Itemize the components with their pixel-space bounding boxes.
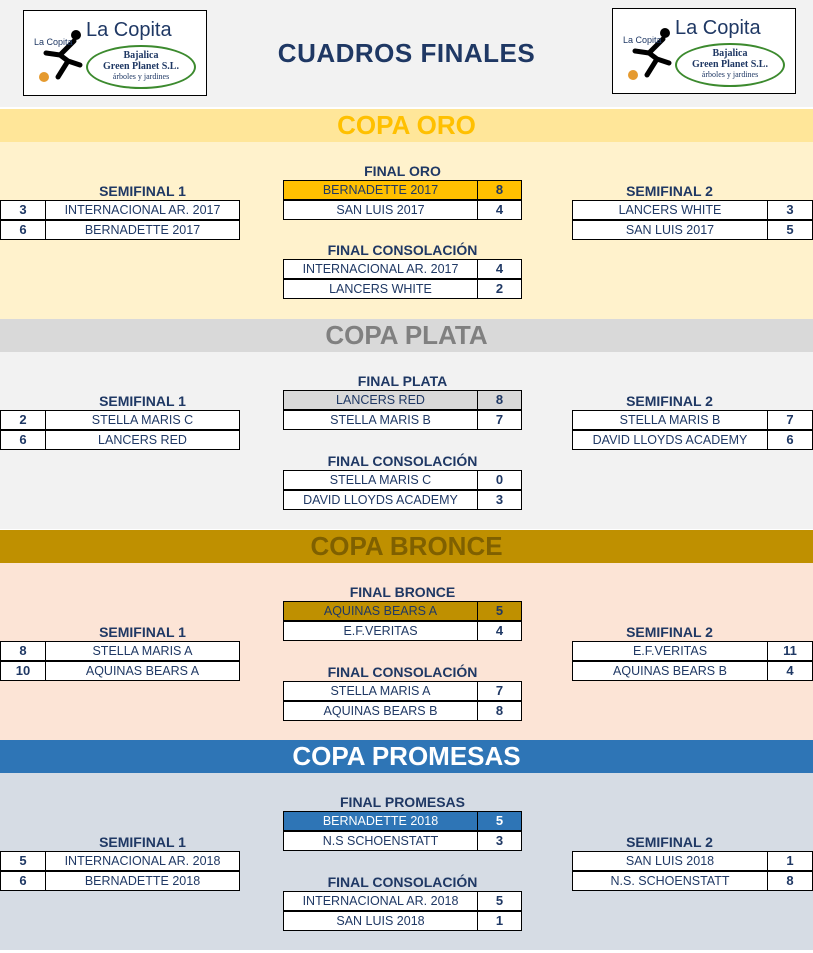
semifinal-1-team-cell: STELLA MARIS A [45, 641, 240, 661]
semifinal-1-team-cell: INTERNACIONAL AR. 2017 [45, 200, 240, 220]
semifinal-2-score-cell: 3 [767, 200, 813, 220]
section-banner: COPA BRONCE [0, 530, 813, 563]
semifinal-1-label: SEMIFINAL 1 [99, 624, 186, 640]
semifinal-2-score-cell: 1 [767, 851, 813, 871]
final-score-cell: 4 [477, 200, 522, 220]
final-score-cell: 7 [477, 410, 522, 430]
semifinal-2-score-cell: 7 [767, 410, 813, 430]
semifinal-1-team-cell: INTERNACIONAL AR. 2018 [45, 851, 240, 871]
semifinal-1-team-cell: AQUINAS BEARS A [45, 661, 240, 681]
semifinal-2-score-cell: 5 [767, 220, 813, 240]
semifinal-1-team-cell: BERNADETTE 2018 [45, 871, 240, 891]
page-title: CUADROS FINALES [277, 38, 536, 68]
sponsor-line3: árboles y jardines [112, 72, 170, 81]
consolation-team-cell: STELLA MARIS A [283, 681, 478, 701]
consolation-team-cell: AQUINAS BEARS B [283, 701, 478, 721]
semifinal-2-team-cell: AQUINAS BEARS B [572, 661, 768, 681]
final-score-cell: 3 [477, 831, 522, 851]
consolation-score-cell: 7 [477, 681, 522, 701]
final-score-cell: 5 [477, 811, 522, 831]
consolation-score-cell: 5 [477, 891, 522, 911]
consolation-team-cell: SAN LUIS 2018 [283, 911, 478, 931]
consolation-score-cell: 0 [477, 470, 522, 490]
section-banner: COPA ORO [0, 109, 813, 142]
semifinal-1-score-cell: 6 [0, 430, 46, 450]
semifinal-1-score-cell: 6 [0, 220, 46, 240]
final-label: FINAL PROMESAS [340, 794, 465, 810]
final-label: FINAL PLATA [357, 373, 448, 389]
consolation-score-cell: 1 [477, 911, 522, 931]
semifinal-2-team-cell: E.F.VERITAS [572, 641, 768, 661]
consolation-label: FINAL CONSOLACIÓN [327, 874, 478, 890]
final-team-cell: SAN LUIS 2017 [283, 200, 478, 220]
final-score-cell: 5 [477, 601, 522, 621]
consolation-team-cell: INTERNACIONAL AR. 2017 [283, 259, 478, 279]
semifinal-2-label: SEMIFINAL 2 [626, 624, 713, 640]
consolation-team-cell: LANCERS WHITE [283, 279, 478, 299]
semifinal-1-score-cell: 2 [0, 410, 46, 430]
consolation-label: FINAL CONSOLACIÓN [327, 242, 478, 258]
section-banner: COPA PROMESAS [0, 740, 813, 773]
semifinal-2-team-cell: SAN LUIS 2017 [572, 220, 768, 240]
semifinal-1-team-cell: LANCERS RED [45, 430, 240, 450]
semifinal-1-score-cell: 5 [0, 851, 46, 871]
sponsor-line2: Green Planet S.L. [103, 61, 179, 72]
semifinal-1-label: SEMIFINAL 1 [99, 183, 186, 199]
consolation-score-cell: 8 [477, 701, 522, 721]
semifinal-2-label: SEMIFINAL 2 [626, 183, 713, 199]
final-label: FINAL BRONCE [349, 584, 456, 600]
consolation-score-cell: 4 [477, 259, 522, 279]
final-score-cell: 4 [477, 621, 522, 641]
semifinal-2-team-cell: N.S. SCHOENSTATT [572, 871, 768, 891]
semifinal-2-team-cell: LANCERS WHITE [572, 200, 768, 220]
consolation-team-cell: DAVID LLOYDS ACADEMY [283, 490, 478, 510]
final-team-cell: BERNADETTE 2018 [283, 811, 478, 831]
logo-brand: La Copita [86, 19, 172, 41]
semifinal-2-score-cell: 8 [767, 871, 813, 891]
semifinal-1-team-cell: BERNADETTE 2017 [45, 220, 240, 240]
semifinal-2-score-cell: 6 [767, 430, 813, 450]
logo-small-text: La Copita [34, 37, 73, 47]
consolation-label: FINAL CONSOLACIÓN [327, 664, 478, 680]
semifinal-1-score-cell: 10 [0, 661, 46, 681]
final-team-cell: N.S SCHOENSTATT [283, 831, 478, 851]
final-label: FINAL ORO [364, 163, 441, 179]
final-team-cell: AQUINAS BEARS A [283, 601, 478, 621]
logo-small-text: La Copita [623, 35, 662, 45]
semifinal-2-team-cell: DAVID LLOYDS ACADEMY [572, 430, 768, 450]
final-team-cell: E.F.VERITAS [283, 621, 478, 641]
section-banner: COPA PLATA [0, 319, 813, 352]
semifinal-2-team-cell: SAN LUIS 2018 [572, 851, 768, 871]
semifinal-1-score-cell: 6 [0, 871, 46, 891]
consolation-team-cell: INTERNACIONAL AR. 2018 [283, 891, 478, 911]
consolation-label: FINAL CONSOLACIÓN [327, 453, 478, 469]
sponsor-line1: Bajalica [712, 48, 748, 59]
consolation-score-cell: 3 [477, 490, 522, 510]
logo-brand: La Copita [675, 17, 761, 39]
final-score-cell: 8 [477, 390, 522, 410]
semifinal-2-score-cell: 4 [767, 661, 813, 681]
final-team-cell: STELLA MARIS B [283, 410, 478, 430]
final-score-cell: 8 [477, 180, 522, 200]
final-team-cell: BERNADETTE 2017 [283, 180, 478, 200]
consolation-score-cell: 2 [477, 279, 522, 299]
semifinal-2-score-cell: 11 [767, 641, 813, 661]
semifinal-2-label: SEMIFINAL 2 [626, 393, 713, 409]
semifinal-1-label: SEMIFINAL 1 [99, 393, 186, 409]
semifinal-1-label: SEMIFINAL 1 [99, 834, 186, 850]
semifinal-2-team-cell: STELLA MARIS B [572, 410, 768, 430]
semifinal-2-label: SEMIFINAL 2 [626, 834, 713, 850]
semifinal-1-score-cell: 8 [0, 641, 46, 661]
semifinal-1-team-cell: STELLA MARIS C [45, 410, 240, 430]
sponsor-line1: Bajalica [123, 50, 159, 61]
semifinal-1-score-cell: 3 [0, 200, 46, 220]
sponsor-line2: Green Planet S.L. [692, 59, 768, 70]
sponsor-line3: árboles y jardines [701, 70, 759, 79]
final-team-cell: LANCERS RED [283, 390, 478, 410]
consolation-team-cell: STELLA MARIS C [283, 470, 478, 490]
